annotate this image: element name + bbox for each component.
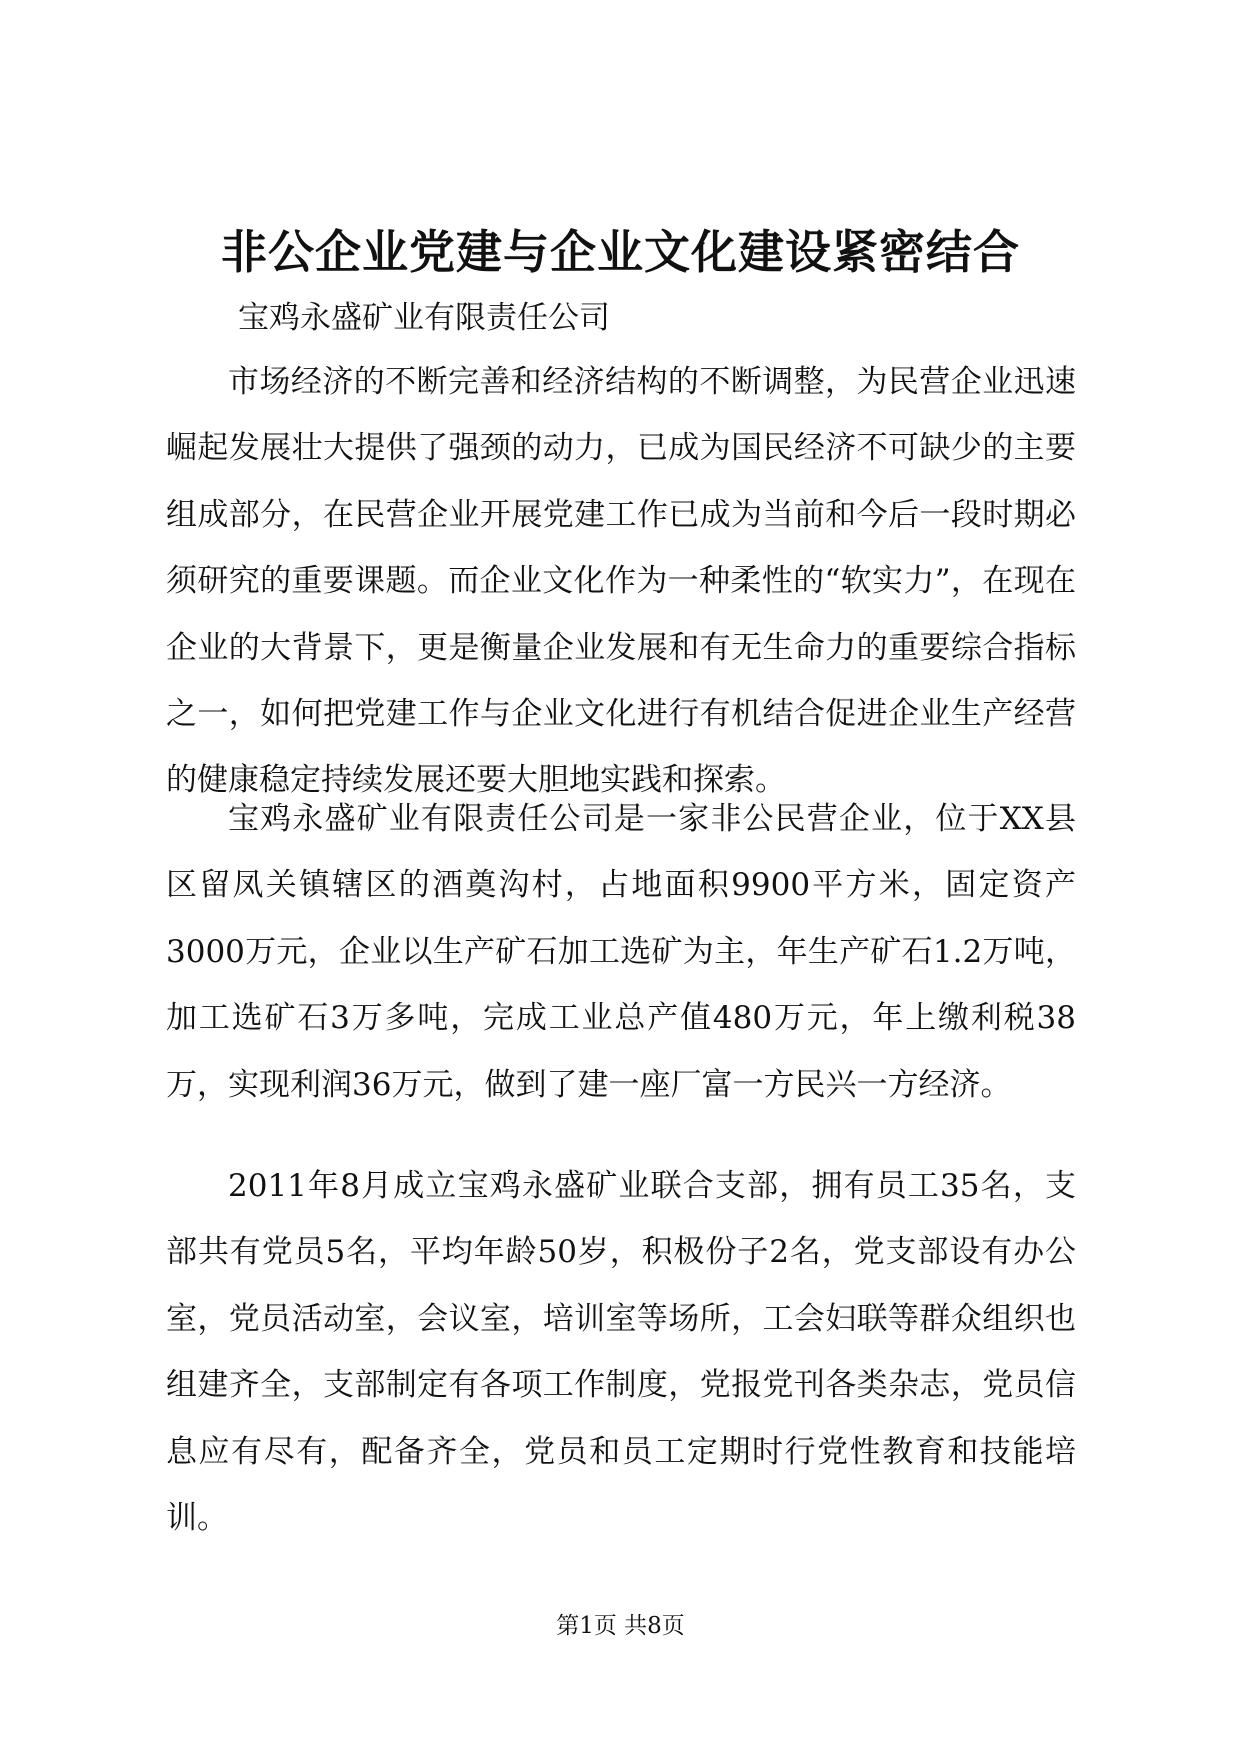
author-line: 宝鸡永盛矿业有限责任公司 — [238, 300, 610, 336]
page-number-footer: 第1页 共8页 — [556, 1613, 685, 1639]
page-title: 非公企业党建与企业文化建设紧密结合 — [221, 225, 1020, 279]
body-paragraph-1: 市场经济的不断完善和经济结构的不断调整，为民营企业迅速崛起发展壮大提供了强颈的动力，已成为国民经济不可缺少的主要组成部分，在民营企业开展党建工作已成为当前和今后一段时期必须研究的重要课题。而企业文化作为一种柔性的“软实力”，在现在企业的大背景下，更是衡量企业发展和有无生命力的重要综合指标之一，如何把党建工作与企业文化进行有机结合促进企业生产经营的健康稳定持续发展还要大胆地实践和探索。 — [166, 364, 1076, 799]
body-paragraph-2: 宝鸡永盛矿业有限责任公司是一家非公民营企业，位于XX县区留凤关镇辖区的酒奠沟村，占地面积9900平方米，固定资产3000万元，企业以生产矿石加工选矿为主，年生产矿石1.2万吨，加工选矿石3万多吨，完成工业总产值480万元，年上缴利税38万，实现利润36万元，做到了建一座厂富一方民兴一方经济。 — [166, 801, 1076, 1103]
body-paragraph-3: 2011年8月成立宝鸡永盛矿业联合支部，拥有员工35名，支部共有党员5名，平均年龄50岁，积极份子2名，党支部设有办公室，党员活动室，会议室，培训室等场所，工会妇联等群众组织也组建齐全，支部制定有各项工作制度，党报党刊各类杂志，党员信息应有尽有，配备齐全，党员和员工定期时行党性教育和技能培训。 — [166, 1168, 1076, 1537]
